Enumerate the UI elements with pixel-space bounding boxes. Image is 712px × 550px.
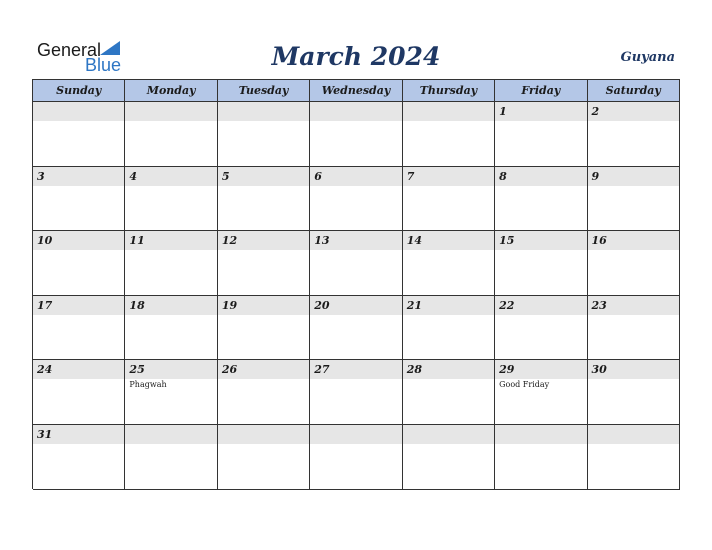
day-cell[interactable] bbox=[218, 425, 310, 490]
day-cell[interactable] bbox=[403, 102, 495, 167]
day-number: 2 bbox=[591, 105, 600, 118]
day-number: 14 bbox=[406, 234, 422, 248]
day-cell[interactable] bbox=[310, 425, 402, 490]
day-cell[interactable] bbox=[310, 102, 402, 167]
day-number: 28 bbox=[406, 363, 422, 377]
day-number-band bbox=[310, 425, 401, 444]
weekday-header-row bbox=[33, 80, 680, 102]
weekday-header: Friday bbox=[495, 80, 587, 102]
day-cell[interactable] bbox=[588, 296, 680, 361]
day-cell[interactable] bbox=[218, 360, 310, 425]
day-number: 17 bbox=[37, 298, 53, 312]
day-cell[interactable] bbox=[33, 231, 125, 296]
day-cell[interactable] bbox=[495, 360, 587, 425]
day-number-band bbox=[218, 167, 309, 186]
day-number-band bbox=[218, 425, 309, 444]
day-number-band bbox=[125, 167, 216, 186]
week-row bbox=[33, 360, 680, 425]
day-number: 20 bbox=[314, 298, 330, 312]
day-number-band bbox=[403, 102, 494, 121]
day-number: 16 bbox=[591, 234, 607, 248]
day-cell[interactable] bbox=[588, 231, 680, 296]
day-cell[interactable] bbox=[125, 231, 217, 296]
day-number-band bbox=[125, 102, 216, 121]
weekday-header: Wednesday bbox=[310, 80, 402, 102]
day-number: 31 bbox=[37, 427, 53, 441]
day-cell[interactable] bbox=[495, 296, 587, 361]
week-row bbox=[33, 167, 680, 232]
week-row bbox=[33, 296, 680, 361]
day-number: 24 bbox=[37, 363, 53, 377]
day-cell[interactable] bbox=[218, 102, 310, 167]
day-number: 11 bbox=[129, 234, 145, 248]
day-cell[interactable] bbox=[588, 102, 680, 167]
day-number-band bbox=[33, 102, 124, 121]
day-number: 25 bbox=[129, 363, 145, 377]
day-number: 4 bbox=[129, 169, 138, 183]
day-number: 19 bbox=[221, 298, 238, 312]
day-cell[interactable] bbox=[125, 296, 217, 361]
week-row bbox=[33, 231, 680, 296]
day-number: 30 bbox=[591, 363, 607, 377]
day-number: 6 bbox=[314, 169, 322, 183]
day-number: 29 bbox=[499, 363, 515, 377]
day-cell[interactable] bbox=[495, 102, 587, 167]
day-number-band bbox=[403, 425, 494, 444]
day-number-band bbox=[588, 102, 679, 121]
day-number: 21 bbox=[406, 298, 422, 312]
day-cell[interactable] bbox=[403, 231, 495, 296]
day-cell[interactable] bbox=[33, 425, 125, 490]
day-cell[interactable] bbox=[588, 425, 680, 490]
day-cell[interactable] bbox=[310, 231, 402, 296]
day-cell[interactable] bbox=[310, 167, 402, 232]
day-number: 7 bbox=[406, 169, 415, 183]
calendar-grid bbox=[32, 79, 680, 489]
day-cell[interactable] bbox=[33, 102, 125, 167]
day-number-band bbox=[403, 167, 494, 186]
week-row bbox=[33, 425, 680, 490]
week-row bbox=[33, 102, 680, 167]
day-cell[interactable] bbox=[125, 167, 217, 232]
day-number: 15 bbox=[499, 234, 515, 248]
day-cell[interactable] bbox=[125, 360, 217, 425]
day-cell[interactable] bbox=[403, 167, 495, 232]
day-number: 12 bbox=[221, 234, 238, 248]
day-number-band bbox=[218, 102, 309, 121]
day-number: 26 bbox=[221, 363, 238, 377]
day-number-band bbox=[310, 102, 401, 121]
day-cell[interactable] bbox=[33, 296, 125, 361]
day-cell[interactable] bbox=[495, 425, 587, 490]
day-cell[interactable] bbox=[495, 167, 587, 232]
day-cell[interactable] bbox=[588, 360, 680, 425]
day-cell[interactable] bbox=[125, 425, 217, 490]
day-cell[interactable] bbox=[218, 167, 310, 232]
day-number: 22 bbox=[499, 298, 515, 312]
country-label: Guyana bbox=[620, 50, 675, 65]
day-number: 9 bbox=[591, 169, 600, 183]
day-cell[interactable] bbox=[310, 296, 402, 361]
day-number: 3 bbox=[37, 169, 45, 183]
day-cell[interactable] bbox=[403, 425, 495, 490]
weekday-header: Monday bbox=[125, 80, 217, 102]
day-number-band bbox=[495, 425, 586, 444]
day-cell[interactable] bbox=[403, 360, 495, 425]
day-cell[interactable] bbox=[125, 102, 217, 167]
day-number-band bbox=[125, 425, 216, 444]
day-number: 13 bbox=[314, 234, 330, 248]
day-number-band bbox=[495, 167, 586, 186]
day-number: 10 bbox=[37, 234, 53, 248]
day-number: 23 bbox=[591, 298, 607, 312]
day-number: 27 bbox=[314, 363, 330, 377]
day-number-band bbox=[33, 167, 124, 186]
day-cell[interactable] bbox=[495, 231, 587, 296]
day-cell[interactable] bbox=[403, 296, 495, 361]
weekday-header: Thursday bbox=[403, 80, 495, 102]
holiday-label: Phagwah bbox=[129, 380, 167, 390]
day-cell[interactable] bbox=[310, 360, 402, 425]
day-cell[interactable] bbox=[33, 360, 125, 425]
day-cell[interactable] bbox=[588, 167, 680, 232]
weekday-header: Sunday bbox=[33, 80, 125, 102]
day-cell[interactable] bbox=[33, 167, 125, 232]
day-number: 1 bbox=[499, 105, 507, 118]
day-cell[interactable] bbox=[218, 296, 310, 361]
day-number-band bbox=[588, 167, 679, 186]
day-number: 5 bbox=[221, 169, 230, 183]
calendar-weeks bbox=[33, 102, 680, 490]
day-cell[interactable] bbox=[218, 231, 310, 296]
holiday-label: Good Friday bbox=[499, 380, 550, 390]
day-number-band bbox=[588, 425, 679, 444]
page-title: March 2024 bbox=[271, 42, 441, 71]
weekday-header: Tuesday bbox=[218, 80, 310, 102]
day-number: 8 bbox=[499, 169, 507, 183]
logo-general-text: General bbox=[37, 40, 102, 60]
weekday-header: Saturday bbox=[588, 80, 680, 102]
day-number-band bbox=[495, 102, 586, 121]
day-number: 18 bbox=[129, 298, 145, 312]
day-number-band bbox=[310, 167, 401, 186]
logo-blue-text: Blue bbox=[85, 55, 122, 75]
